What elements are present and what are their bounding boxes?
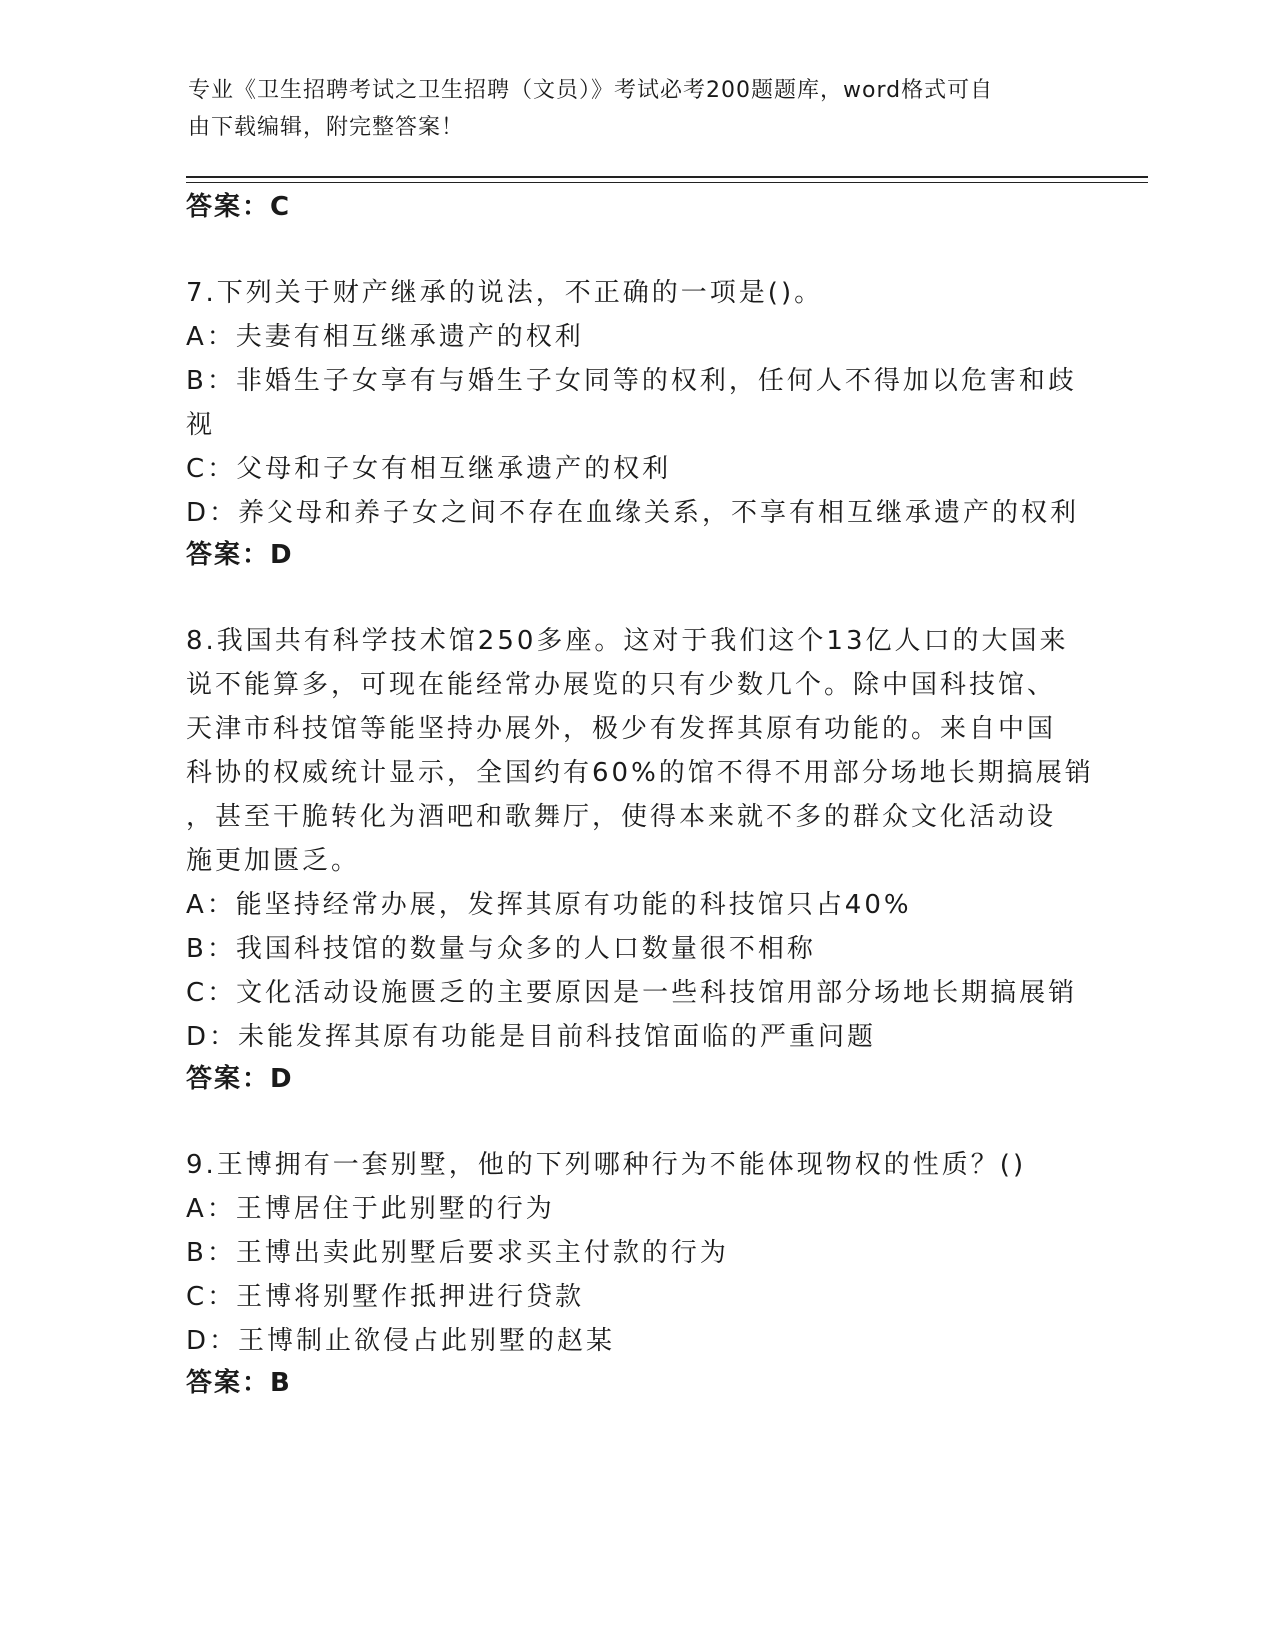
question-9-option-d: D：王博制止欲侵占此别墅的赵某	[186, 1326, 616, 1356]
question-7-stem: 7.下列关于财产继承的说法，不正确的一项是()。	[186, 278, 824, 308]
question-8-option-d: D：未能发挥其原有功能是目前科技馆面临的严重问题	[186, 1022, 877, 1052]
question-9-option-a: A：王博居住于此别墅的行为	[186, 1194, 555, 1224]
question-7-option-b-line1: B：非婚生子女享有与婚生子女同等的权利，任何人不得加以危害和歧	[186, 366, 1077, 396]
question-7-option-a: A：夫妻有相互继承遗产的权利	[186, 322, 584, 352]
question-8-stem-line1: 8.我国共有科学技术馆250多座。这对于我们这个13亿人口的大国来	[186, 626, 1069, 656]
header-line-1: 专业《卫生招聘考试之卫生招聘（文员）》考试必考200题题库，word格式可自	[188, 78, 994, 103]
question-9-answer: 答案：B	[186, 1368, 292, 1398]
question-8-stem-line6: 施更加匮乏。	[186, 846, 361, 876]
question-8-stem-line5: ，甚至干脆转化为酒吧和歌舞厅，使得本来就不多的群众文化活动设	[186, 802, 1057, 832]
question-9-stem: 9.王博拥有一套别墅，他的下列哪种行为不能体现物权的性质？()	[186, 1150, 1027, 1180]
question-8-option-b: B：我国科技馆的数量与众多的人口数量很不相称	[186, 934, 816, 964]
question-8-stem-line3: 天津市科技馆等能坚持办展外，极少有发挥其原有功能的。来自中国	[186, 714, 1057, 744]
question-8-stem-line2: 说不能算多，可现在能经常办展览的只有少数几个。除中国科技馆、	[186, 670, 1057, 700]
header-divider-thick	[186, 176, 1148, 178]
question-8-answer: 答案：D	[186, 1064, 294, 1094]
document-header	[188, 72, 1088, 146]
question-9-option-b: B：王博出卖此别墅后要求买主付款的行为	[186, 1238, 729, 1268]
answer-previous: 答案：C	[186, 192, 292, 222]
question-8-option-c: C：文化活动设施匮乏的主要原因是一些科技馆用部分场地长期搞展销	[186, 978, 1078, 1008]
question-7-answer: 答案：D	[186, 540, 294, 570]
question-9-option-c: C：王博将别墅作抵押进行贷款	[186, 1282, 585, 1312]
question-7-option-b-line2: 视	[186, 410, 216, 440]
question-7-option-d: D：养父母和养子女之间不存在血缘关系，不享有相互继承遗产的权利	[186, 498, 1080, 528]
question-7-option-c: C：父母和子女有相互继承遗产的权利	[186, 454, 672, 484]
question-8-option-a: A：能坚持经常办展，发挥其原有功能的科技馆只占40%	[186, 890, 912, 920]
header-divider-thin	[186, 182, 1148, 183]
header-line-2: 由下载编辑，附完整答案！	[188, 115, 465, 140]
question-8-stem-line4: 科协的权威统计显示，全国约有60%的馆不得不用部分场地长期搞展销	[186, 758, 1094, 788]
